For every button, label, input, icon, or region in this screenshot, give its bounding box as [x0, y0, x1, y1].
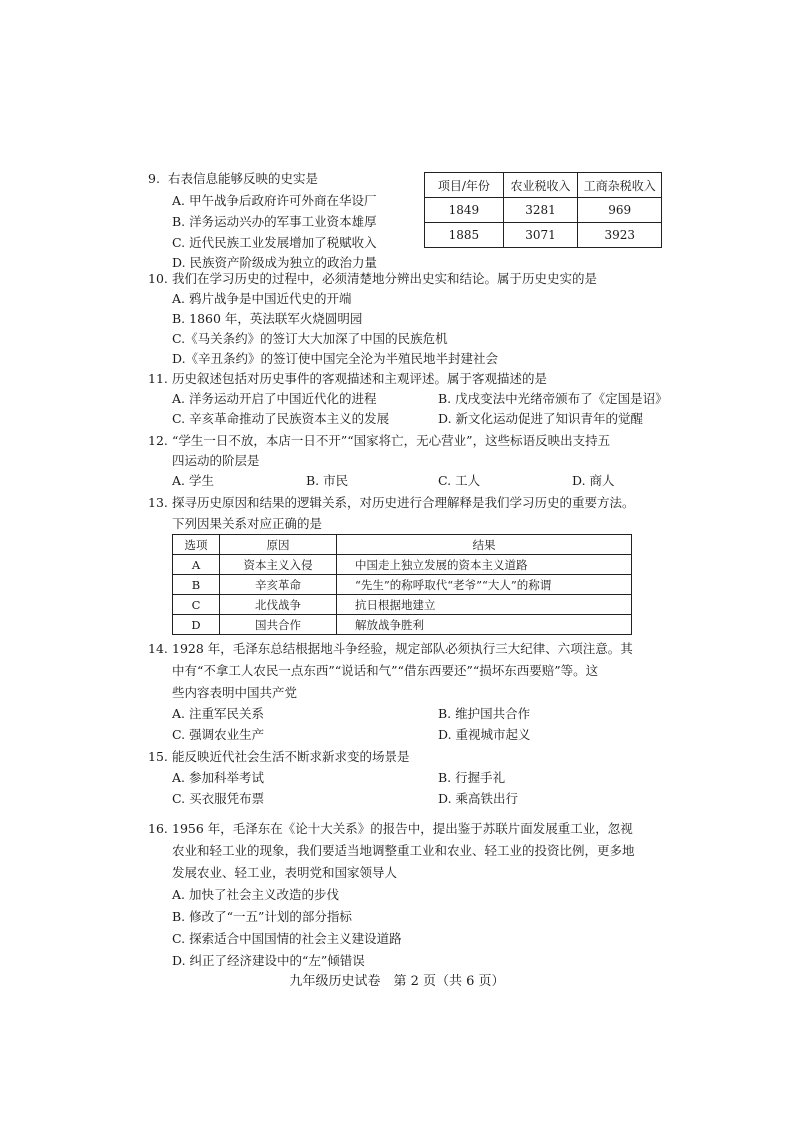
table-row [173, 555, 632, 575]
table-cell: B [173, 575, 220, 595]
question-16-option-b: B. 修改了“一五”计划的部分指标 [172, 909, 352, 924]
table-row [173, 615, 632, 635]
question-16-option-d: D. 纠正了经济建设中的“左”倾错误 [172, 953, 365, 968]
table-header-cell: 原因 [220, 535, 337, 555]
question-12-option-d: D. 商人 [572, 473, 615, 488]
question-12-option-c: C. 工人 [438, 473, 481, 488]
question-15-number: 15. [148, 749, 168, 764]
question-11-option-d: D. 新文化运动促进了知识青年的觉醒 [438, 411, 644, 426]
table-cell: 北伐战争 [220, 595, 337, 615]
table-cell: 辛亥革命 [220, 575, 337, 595]
question-12-stem-line-1: “学生一日不放，本店一日不开”“国家将亡，无心营业”，这些标语反映出支持五 [172, 433, 611, 448]
question-16-number: 16. [148, 821, 168, 836]
question-16-option-c: C. 探索适合中国国情的社会主义建设道路 [172, 931, 402, 946]
question-16-stem-line-3: 发展农业、轻工业，表明党和国家领导人 [172, 865, 398, 880]
table-header-cell: 农业税收入 [503, 173, 578, 198]
table-cell: C [173, 595, 220, 615]
question-13-stem-line-1: 探寻历史原因和结果的逻辑关系，对历史进行合理解释是我们学习历史的重要方法。 [172, 495, 635, 510]
question-13-number: 13. [148, 495, 168, 510]
question-11-stem: 历史叙述包括对历史事件的客观描述和主观评述。属于客观描述的是 [172, 371, 548, 386]
question-11-number: 11. [148, 371, 168, 386]
question-14-option-b: B. 维护国共合作 [438, 706, 531, 721]
question-13-stem-line-2: 下列因果关系对应正确的是 [172, 516, 323, 531]
table-cell: 资本主义入侵 [220, 555, 337, 575]
question-9-stem: 右表信息能够反映的史实是 [168, 171, 319, 186]
question-15-option-c: C. 买衣服凭布票 [172, 791, 265, 806]
table-row [173, 595, 632, 615]
table-cell: 1885 [425, 223, 504, 248]
table-cell: “先生”的称呼取代“老爷”“大人”的称谓 [337, 575, 632, 595]
question-10-option-c: C.《马关条约》的签订大大加深了中国的民族危机 [172, 331, 448, 346]
table-cell: 国共合作 [220, 615, 337, 635]
question-15-option-b: B. 行握手礼 [438, 770, 506, 785]
question-11-option-a: A. 洋务运动开启了中国近代化的进程 [172, 391, 377, 406]
table-header-row [425, 173, 662, 198]
question-10-number: 10. [148, 271, 168, 286]
page-footer: 九年级历史试卷 第 2 页（共 6 页） [289, 974, 505, 989]
question-10-stem: 我们在学习历史的过程中，必须清楚地分辨出史实和结论。属于历史史实的是 [172, 271, 598, 286]
table-cell: 解放战争胜利 [337, 615, 632, 635]
question-12-option-b: B. 市民 [306, 473, 349, 488]
question-14-number: 14. [148, 641, 168, 656]
question-16-stem-line-1: 1956 年，毛泽东在《论十大关系》的报告中，提出鉴于苏联片面发展重工业，忽视 [172, 821, 633, 836]
question-12-option-a: A. 学生 [172, 473, 214, 488]
question-14-stem-line-2: 中有“不拿工人农民一点东西”“说话和气”“借东西要还”“损坏东西要赔”等。这 [172, 663, 599, 678]
question-9-number: 9. [148, 171, 160, 186]
question-9-option-d: D. 民族资产阶级成为独立的政治力量 [172, 255, 378, 270]
question-10-option-a: A. 鸦片战争是中国近代史的开端 [172, 291, 352, 306]
question-16-option-a: A. 加快了社会主义改造的步伐 [172, 887, 339, 902]
table-cell: 1849 [425, 198, 504, 223]
question-9-option-a: A. 甲午战争后政府许可外商在华设厂 [172, 193, 377, 208]
table-header-cell: 项目/年份 [425, 173, 504, 198]
question-15-option-d: D. 乘高铁出行 [438, 791, 519, 806]
table-header-cell: 选项 [173, 535, 220, 555]
table-header-row [173, 535, 632, 555]
question-14-option-d: D. 重视城市起义 [438, 727, 531, 742]
question-9-option-c: C. 近代民族工业发展增加了税赋收入 [172, 235, 377, 250]
question-12-stem-line-2: 四运动的阶层是 [172, 453, 260, 468]
question-14-stem-line-3: 些内容表明中国共产党 [172, 685, 298, 700]
question-11-option-c: C. 辛亥革命推动了民族资本主义的发展 [172, 411, 390, 426]
table-cell: 3923 [578, 223, 662, 248]
table-header-cell: 结果 [337, 535, 632, 555]
table-header-cell: 工商杂税收入 [578, 173, 662, 198]
question-12-number: 12. [148, 433, 168, 448]
table-cell: 3071 [503, 223, 578, 248]
question-11-option-b: B. 戊戌变法中光绪帝颁布了《定国是诏》 [438, 391, 668, 406]
question-9-table [424, 172, 662, 248]
question-15-option-a: A. 参加科举考试 [172, 770, 264, 785]
table-row [425, 198, 662, 223]
table-cell: 3281 [503, 198, 578, 223]
question-10-option-d: D.《辛丑条约》的签订使中国完全沦为半殖民地半封建社会 [172, 351, 499, 366]
question-14-option-c: C. 强调农业生产 [172, 727, 265, 742]
table-row [173, 575, 632, 595]
table-cell: 969 [578, 198, 662, 223]
question-16-stem-line-2: 农业和轻工业的现象，我们要适当地调整重工业和农业、轻工业的投资比例，更多地 [172, 843, 635, 858]
question-14-option-a: A. 注重军民关系 [172, 706, 264, 721]
question-13-table [172, 534, 632, 635]
question-9-option-b: B. 洋务运动兴办的军事工业资本雄厚 [172, 214, 377, 229]
table-cell: A [173, 555, 220, 575]
question-10-option-b: B. 1860 年，英法联军火烧圆明园 [172, 311, 363, 326]
table-cell: D [173, 615, 220, 635]
question-14-stem-line-1: 1928 年，毛泽东总结根据地斗争经验，规定部队必须执行三大纪律、六项注意。其 [172, 641, 633, 656]
table-cell: 抗日根据地建立 [337, 595, 632, 615]
table-row [425, 223, 662, 248]
table-cell: 中国走上独立发展的资本主义道路 [337, 555, 632, 575]
question-15-stem: 能反映近代社会生活不断求新求变的场景是 [172, 749, 410, 764]
